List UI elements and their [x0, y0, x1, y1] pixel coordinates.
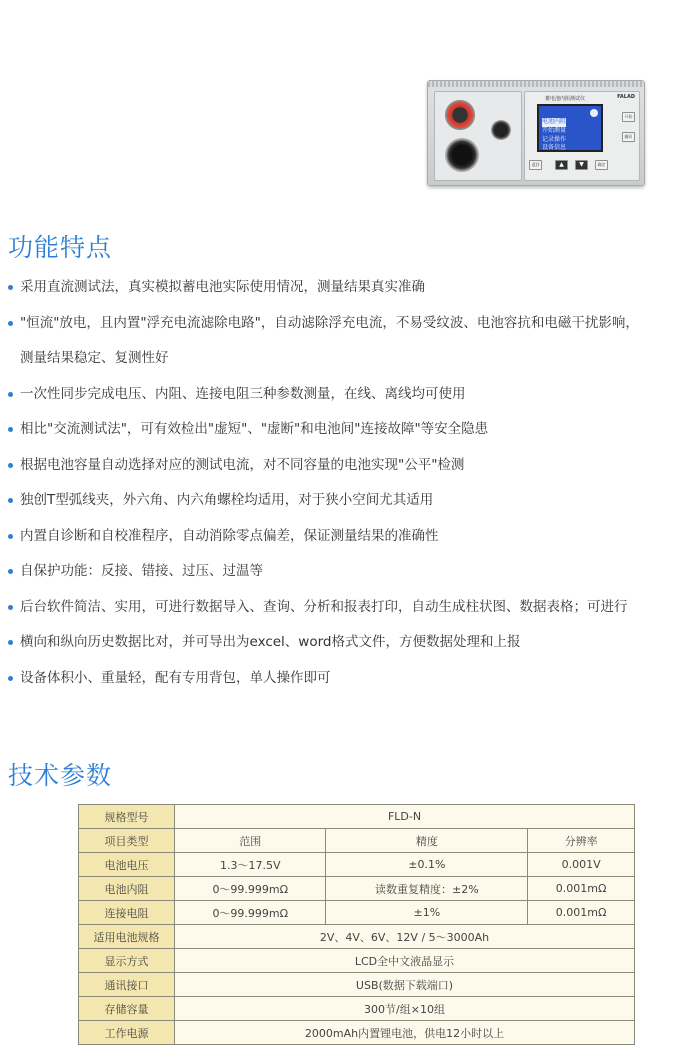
row-label: 适用电池规格 [79, 925, 175, 949]
lcd-line: 电池内阻 [542, 118, 567, 125]
cell-value: ±0.1% [326, 853, 528, 877]
cell-value: 300节/组×10组 [175, 997, 635, 1021]
bullet-icon [8, 605, 13, 610]
table-row [79, 997, 635, 1021]
feature-item: "恒流"放电，且内置"浮充电流滤除电路"，自动滤除浮充电流，不易受纹波、电池容抗和电磁干扰影响， [8, 306, 698, 342]
device-up-arrow-icon: ▲ [555, 160, 568, 170]
bullet-icon [8, 498, 13, 503]
feature-item: 设备体积小、重量轻，配有专用背包，单人操作即可 [8, 661, 698, 697]
feature-item: 相比"交流测试法"，可有效检出"虚短"、"虚断"和电池间"连接故障"等安全隐患 [8, 412, 698, 448]
cell-value: 0.001mΩ [528, 901, 635, 925]
specs-heading: 技术参数 [8, 761, 113, 790]
cell-value: 0.001V [528, 853, 635, 877]
feature-item: 自保护功能：反接、错接、过压、过温等 [8, 554, 698, 590]
lcd-line: 开始测量 [542, 127, 567, 134]
feature-item-continuation: 测量结果稳定、复测性好 [20, 350, 169, 366]
cell-value: USB(数据下载端口) [175, 973, 635, 997]
bullet-icon [8, 427, 13, 432]
cell-value: 读数重复精度：±2% [326, 877, 528, 901]
cell-value: ±1% [326, 901, 528, 925]
cell-value: 2V、4V、6V、12V / 5～3000Ah [175, 925, 635, 949]
cell-value: FLD-N [175, 805, 635, 829]
table-row [79, 973, 635, 997]
row-label: 存储容量 [79, 997, 175, 1021]
feature-item: 根据电池容量自动选择对应的测试电流，对不同容量的电池实现"公平"检测 [8, 448, 698, 484]
row-label: 连接电阻 [79, 901, 175, 925]
device-confirm-button: 确定 [595, 160, 608, 170]
device-page-button: 翻页 [622, 132, 635, 142]
row-label: 电池电压 [79, 853, 175, 877]
cell-value: 1.3～17.5V [175, 853, 326, 877]
bullet-icon [8, 534, 13, 539]
lcd-screen [537, 104, 603, 152]
lcd-line: 记录操作 [542, 135, 567, 143]
product-image [427, 80, 645, 186]
bullet-icon [8, 640, 13, 645]
usb-port-icon [491, 120, 511, 140]
feature-item: 采用直流测试法，真实模拟蓄电池实际使用情况，测量结果真实准确 [8, 270, 698, 306]
bullet-icon [8, 392, 13, 397]
table-row [79, 1021, 635, 1045]
features-heading: 功能特点 [8, 233, 113, 262]
cell-value: 2000mAh内置锂电池，供电12小时以上 [175, 1021, 635, 1045]
row-label: 通讯接口 [79, 973, 175, 997]
feature-item: 横向和纵向历史数据比对，并可导出为excel、word格式文件，方便数据处理和上报 [8, 625, 698, 661]
battery-status-icon [590, 109, 598, 117]
bullet-icon [8, 285, 13, 290]
cell-value: 0～99.999mΩ [175, 877, 326, 901]
cell-value: 0.001mΩ [528, 877, 635, 901]
negative-terminal-icon [445, 138, 479, 172]
column-header: 精度 [326, 829, 528, 853]
row-label: 显示方式 [79, 949, 175, 973]
device-back-button: 返回 [529, 160, 542, 170]
column-header: 分辨率 [528, 829, 635, 853]
table-header-row [79, 829, 635, 853]
bullet-icon [8, 676, 13, 681]
device-start-button: 开始 [622, 112, 635, 122]
device-brand: FALAD [617, 94, 635, 100]
vent-grille [428, 81, 644, 87]
lcd-line: 设备信息 [542, 144, 567, 151]
row-label: 项目类型 [79, 829, 175, 853]
row-label: 工作电源 [79, 1021, 175, 1045]
table-row [79, 877, 635, 901]
feature-item: 独创T型弧线夹，外六角、内六角螺栓均适用，对于狭小空间尤其适用 [8, 483, 698, 519]
table-row [79, 805, 635, 829]
device-title: 蓄电池内阻测试仪 [545, 96, 586, 102]
table-row [79, 925, 635, 949]
cell-value: 0～99.999mΩ [175, 901, 326, 925]
feature-item: 一次性同步完成电压、内阻、连接电阻三种参数测量，在线、离线均可使用 [8, 377, 698, 413]
bullet-icon [8, 463, 13, 468]
row-label: 规格型号 [79, 805, 175, 829]
features-list [8, 270, 698, 696]
feature-item: 内置自诊断和自校准程序，自动消除零点偏差，保证测量结果的准确性 [8, 519, 698, 555]
column-header: 范围 [175, 829, 326, 853]
device-down-arrow-icon: ▼ [575, 160, 588, 170]
positive-terminal-icon [445, 100, 475, 130]
table-row [79, 949, 635, 973]
row-label: 电池内阻 [79, 877, 175, 901]
bullet-icon [8, 321, 13, 326]
spec-table [78, 804, 635, 1045]
control-panel [524, 91, 640, 181]
cell-value: LCD全中文液晶显示 [175, 949, 635, 973]
table-row [79, 853, 635, 877]
feature-item: 后台软件简洁、实用，可进行数据导入、查询、分析和报表打印，自动生成柱状图、数据表格；可进行 [8, 590, 698, 626]
terminal-panel [434, 91, 522, 181]
table-row [79, 901, 635, 925]
bullet-icon [8, 569, 13, 574]
